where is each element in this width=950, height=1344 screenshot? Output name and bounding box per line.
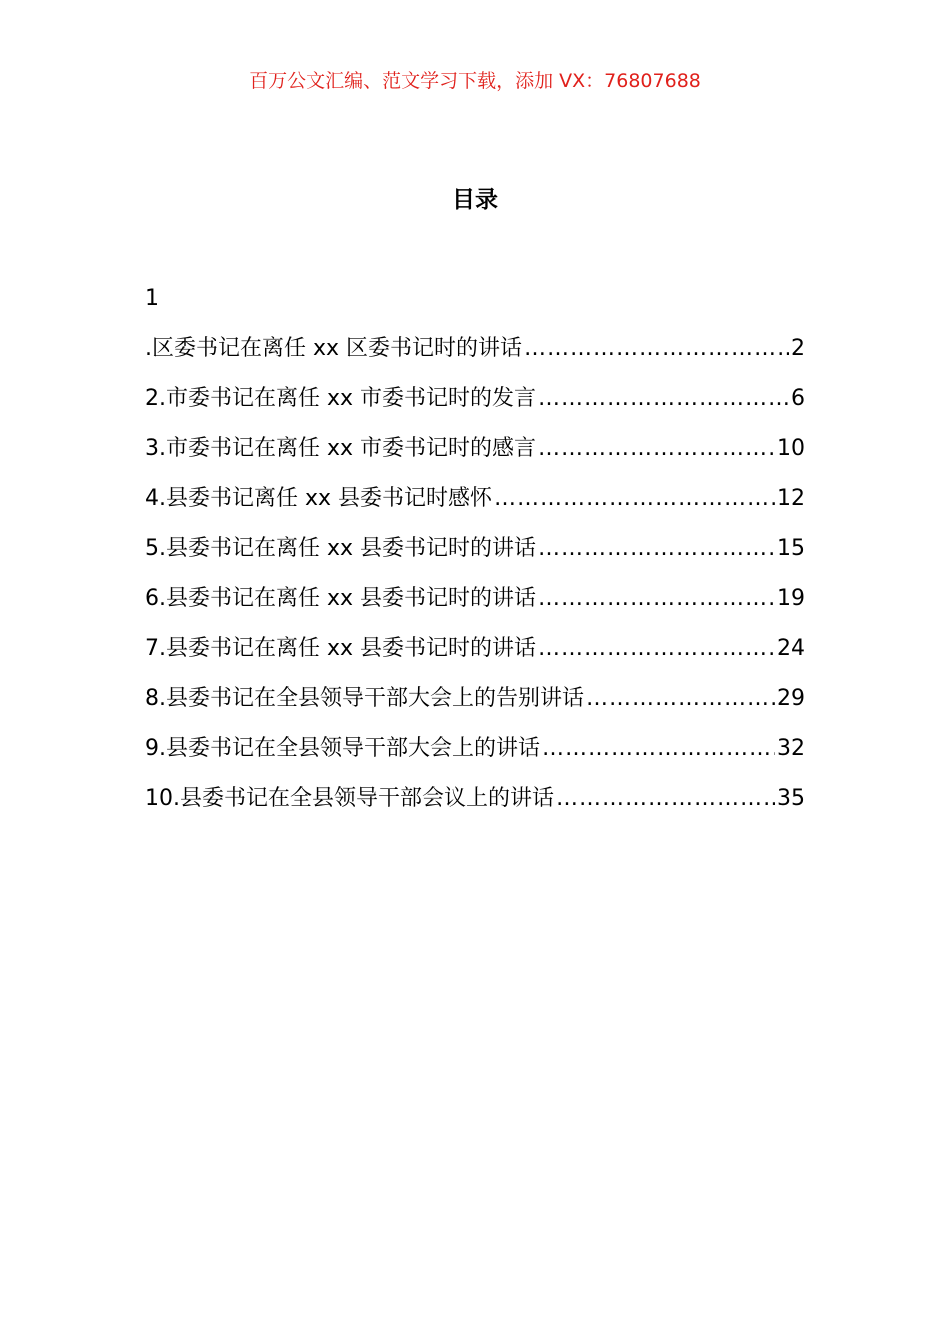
toc-entry[interactable]	[145, 530, 805, 580]
toc-entry-title: 4.县委书记离任 xx 县委书记时感怀	[145, 486, 493, 511]
toc-entry-title: 6.县委书记在离任 xx 县委书记时的讲话	[145, 586, 537, 611]
toc-entry[interactable]	[145, 380, 805, 430]
toc-leader-dots	[538, 630, 775, 668]
toc-entry-title: 2.市委书记在离任 xx 市委书记时的发言	[145, 386, 537, 411]
page-title: 目录	[452, 187, 498, 213]
toc-entry[interactable]	[145, 680, 805, 730]
toc-entry[interactable]	[145, 780, 805, 830]
toc-entry-title: 3.市委书记在离任 xx 市委书记时的感言	[145, 436, 537, 461]
toc-entry-page: 6	[791, 386, 805, 411]
toc-leader-dots	[586, 680, 775, 718]
toc-entry[interactable]	[145, 430, 805, 480]
toc-entry-title: 10.县委书记在全县领导干部会议上的讲话	[145, 786, 554, 811]
toc-entry-page: 32	[777, 736, 805, 761]
header-note: 百万公文汇编、范文学习下载，添加 VX：76807688	[249, 70, 701, 92]
toc-entry-page: 12	[777, 486, 805, 511]
toc-leader-dots	[542, 730, 775, 768]
toc-entry[interactable]	[145, 580, 805, 630]
toc-leader-dots	[538, 580, 775, 618]
toc-entry-title: .区委书记在离任 xx 区委书记时的讲话	[145, 336, 523, 361]
toc-entry[interactable]	[145, 630, 805, 680]
toc-leader-dots	[538, 380, 789, 418]
toc-leader-dots	[524, 330, 789, 368]
toc-entry-title: 7.县委书记在离任 xx 县委书记时的讲话	[145, 636, 537, 661]
toc-entry-page: 35	[777, 786, 805, 811]
table-of-contents	[145, 280, 805, 830]
toc-entry-page: 19	[777, 586, 805, 611]
toc-entry-title: 9.县委书记在全县领导干部大会上的讲话	[145, 736, 540, 761]
toc-entry[interactable]	[145, 330, 805, 380]
toc-entry-page: 15	[777, 536, 805, 561]
toc-entry-title: 8.县委书记在全县领导干部大会上的告别讲话	[145, 686, 584, 711]
toc-entry-title: 5.县委书记在离任 xx 县委书记时的讲话	[145, 536, 537, 561]
toc-leader-dots	[538, 430, 775, 468]
toc-leader-dots	[556, 780, 775, 818]
toc-entry[interactable]	[145, 480, 805, 530]
toc-leader-dots	[538, 530, 775, 568]
toc-entry-page: 2	[791, 336, 805, 361]
toc-first-line: 1	[145, 286, 159, 311]
toc-leader-dots	[494, 480, 775, 518]
toc-entry-page: 10	[777, 436, 805, 461]
toc-entry-page: 24	[777, 636, 805, 661]
toc-entry-page: 29	[777, 686, 805, 711]
toc-entry[interactable]	[145, 730, 805, 780]
